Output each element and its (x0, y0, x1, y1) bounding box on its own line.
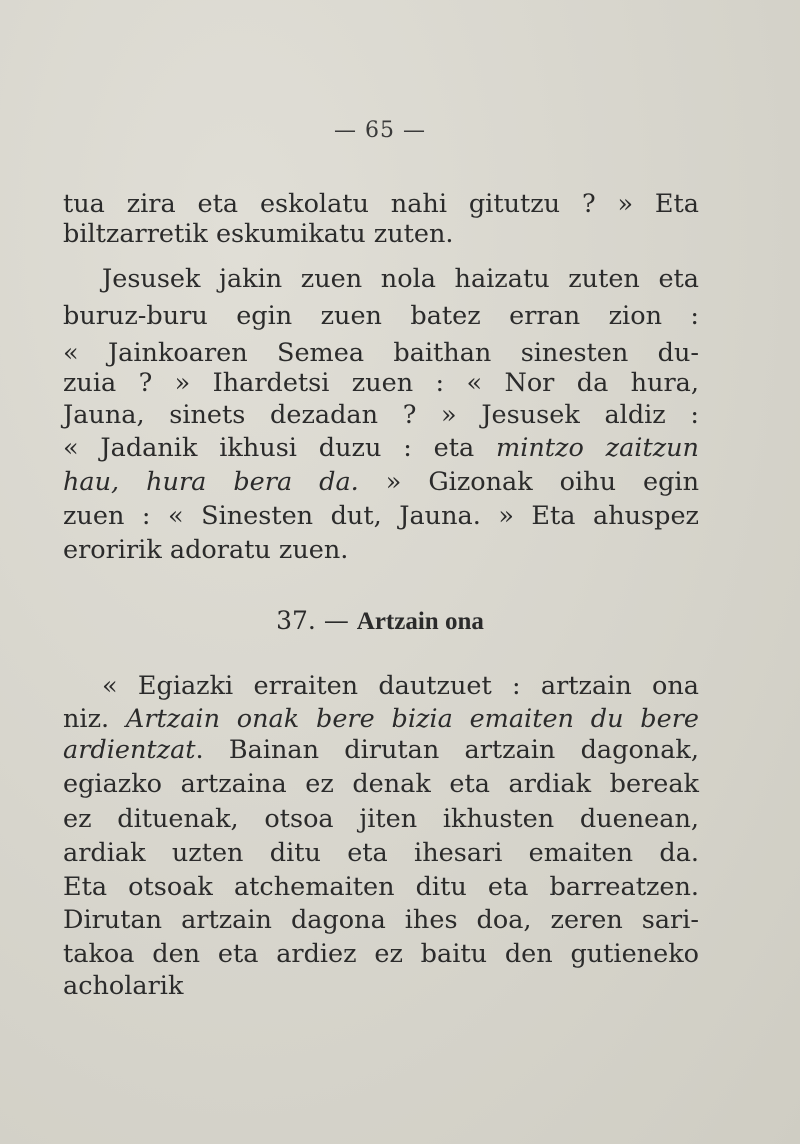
section-heading (0, 606, 760, 636)
text-line: tua zira eta eskolatu nahi gitutzu ? » Eta (63, 189, 699, 219)
text-line: « Jainkoaren Semea baithan sinesten du- (63, 338, 699, 368)
page-number: — 65 — (334, 118, 426, 143)
text-line: eroririk adoratu zuen. (63, 535, 349, 565)
text-line: buruz-buru egin zuen batez erran zion : (63, 301, 699, 331)
section-number: 37. — (276, 606, 357, 635)
text-line: ardientzat. Bainan dirutan artzain dagonak, (63, 735, 699, 765)
text-line: ez dituenak, otsoa jiten ikhusten duenean, (63, 804, 699, 834)
text-line: biltzarretik eskumikatu zuten. (63, 219, 454, 249)
text-line: niz. Artzain onak bere bizia emaiten du bere (63, 704, 699, 734)
text-line: Eta otsoak atchemaiten ditu eta barreatzen. (63, 872, 699, 902)
text-line: hau, hura bera da. » Gizonak oihu egin (63, 467, 700, 497)
text-line: egiazko artzaina ez denak eta ardiak bereak (63, 769, 699, 799)
text-line: acholarik (63, 971, 184, 1001)
section-title: Artzain ona (356, 608, 484, 635)
text-line: ardiak uzten ditu eta ihesari emaiten da. (63, 838, 699, 868)
text-line: Dirutan artzain dagona ihes doa, zeren sari- (63, 905, 699, 935)
text-line: zuia ? » Ihardetsi zuen : « Nor da hura, (63, 368, 699, 398)
text-line: takoa den eta ardiez ez baitu den gutieneko (63, 939, 699, 969)
text-line: « Jadanik ikhusi duzu : eta mintzo zaitzun (63, 433, 699, 463)
text-line: Jauna, sinets dezadan ? » Jesusek aldiz : (63, 400, 699, 430)
text-line: « Egiazki erraiten dautzuet : artzain ona (102, 671, 699, 701)
text-line: Jesusek jakin zuen nola haizatu zuten eta (102, 264, 699, 294)
text-line: zuen : « Sinesten dut, Jauna. » Eta ahuspez (63, 501, 699, 531)
